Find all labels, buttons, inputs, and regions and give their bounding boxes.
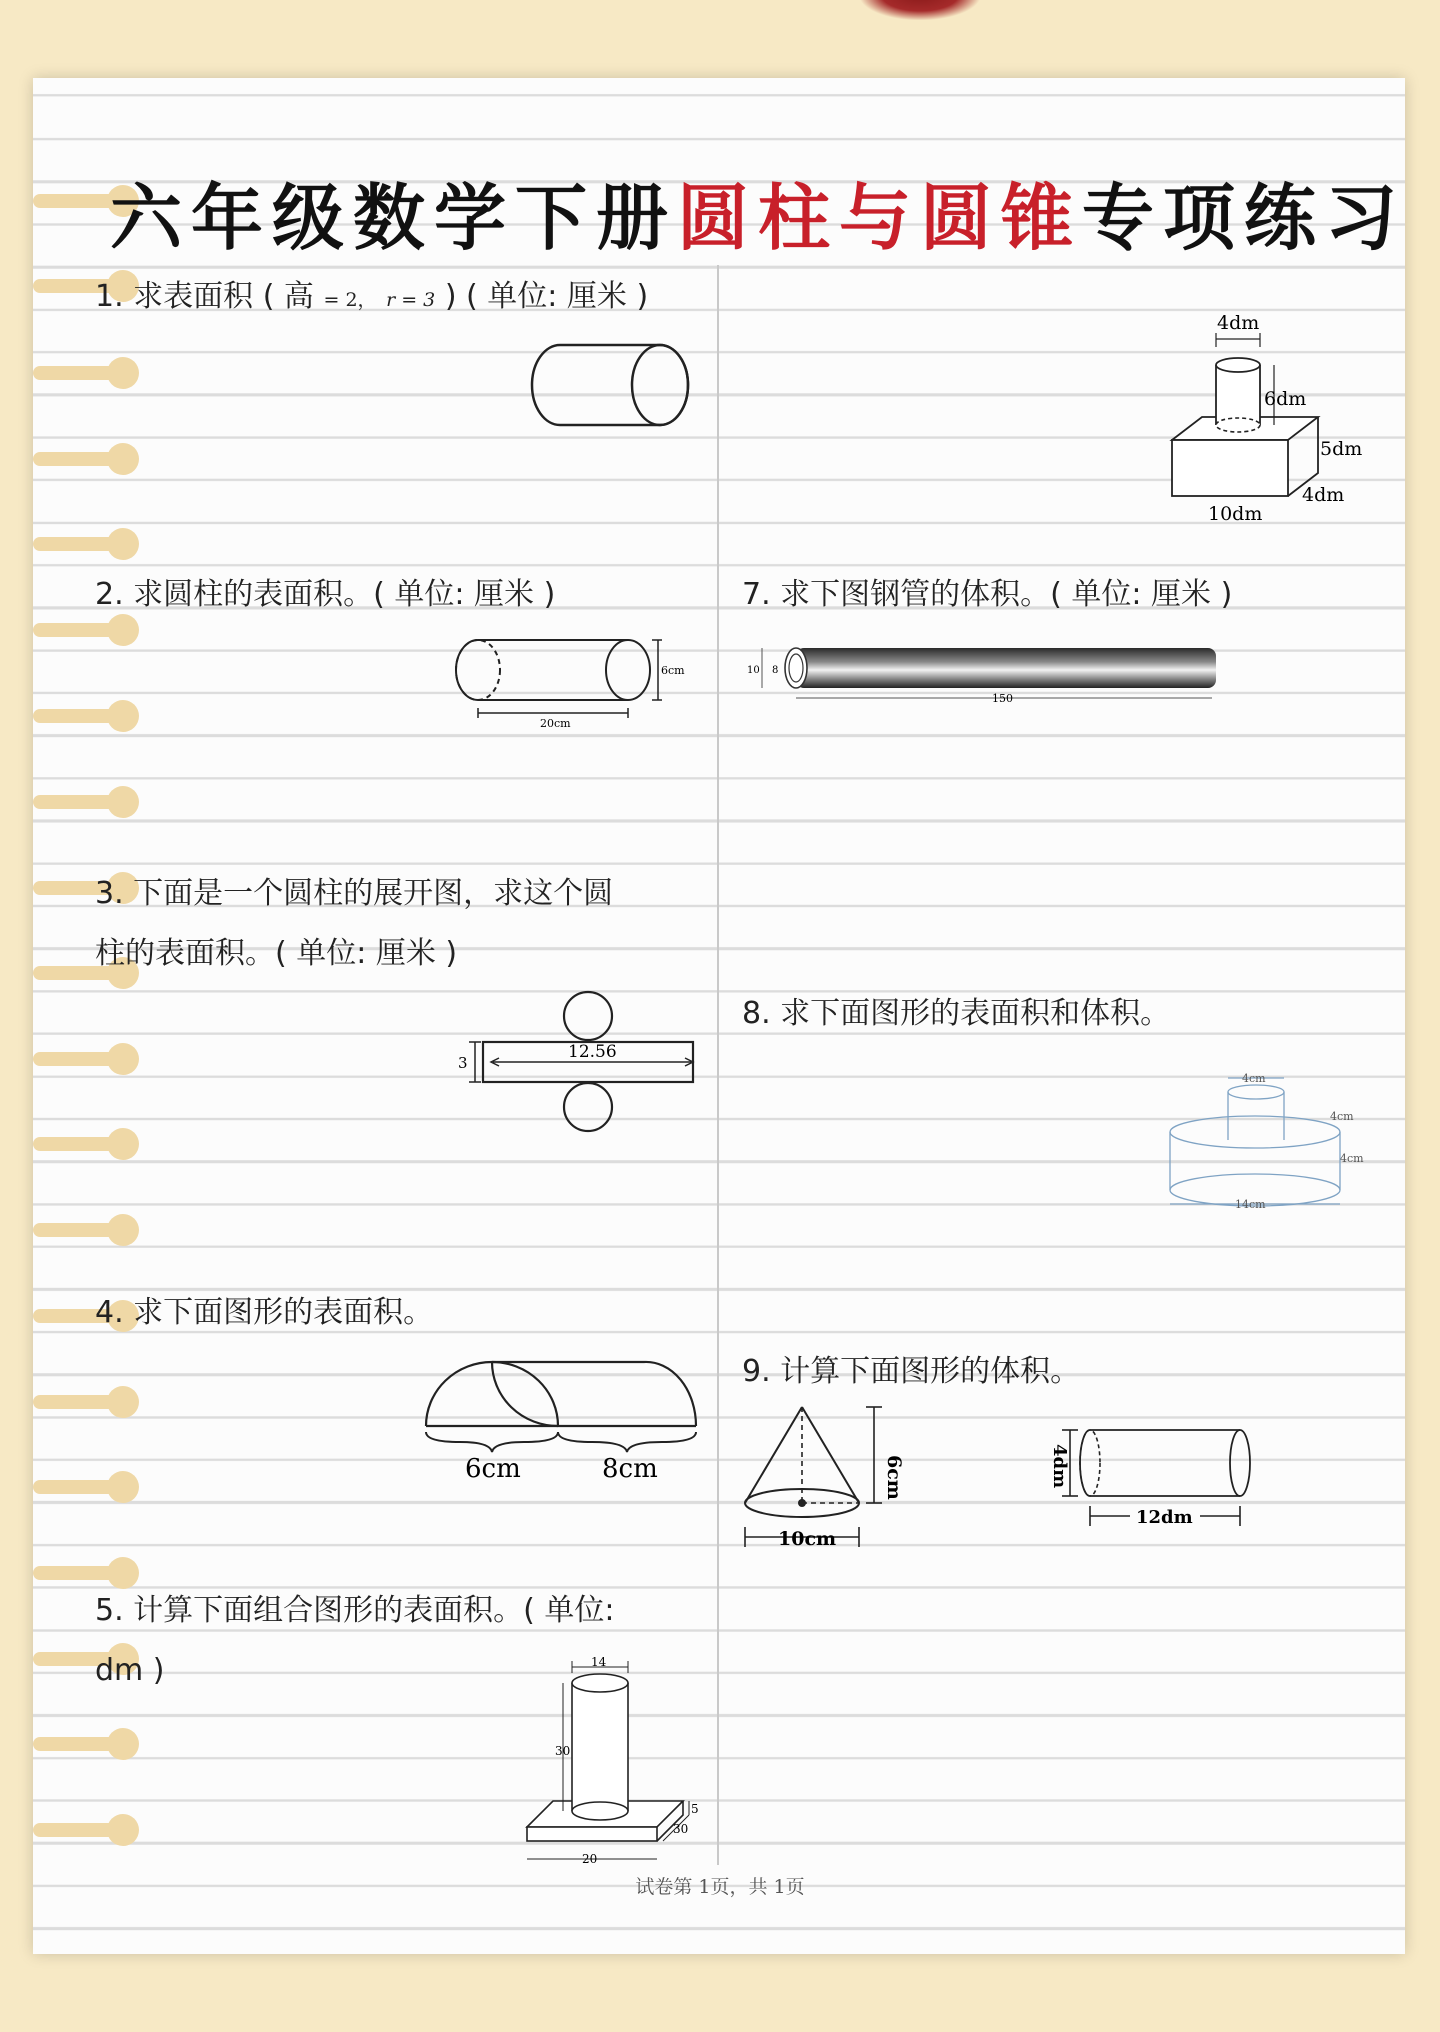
- q1-height: = 2，: [323, 289, 377, 311]
- title-part-1: 六年级数学下册: [110, 176, 678, 260]
- title-part-3: 专项练习: [1082, 176, 1407, 260]
- q8-bottom-diameter-label: 14cm: [1235, 1198, 1266, 1211]
- q9-cone-diameter-label: 10cm: [778, 1528, 837, 1550]
- q7-length-label: 150: [992, 692, 1013, 705]
- q5-composite-figure: [515, 1655, 700, 1870]
- binder-ring: [33, 1471, 145, 1503]
- binder-ring: [33, 1043, 145, 1075]
- q9-cylinder-figure: [1040, 1420, 1255, 1540]
- binder-ring: [33, 1814, 145, 1846]
- binder-ring: [33, 700, 145, 732]
- q7-outer-diameter-label: 10: [747, 665, 760, 676]
- q2-length-label: 20cm: [540, 717, 571, 730]
- question-5-line-2: dm ): [95, 1653, 165, 1688]
- q8-top-diameter-label: 4cm: [1242, 1072, 1266, 1085]
- q7-inner-diameter-label: 8: [772, 665, 779, 676]
- q1-cylinder-figure: [510, 335, 700, 435]
- binder-ring: [33, 1214, 145, 1246]
- q1-radius: r = 3: [386, 289, 436, 311]
- q8-bottom-height-label: 4cm: [1340, 1152, 1364, 1165]
- q8-stacked-cylinder-figure: [1160, 1070, 1375, 1215]
- q5-depth-label: 30: [673, 1822, 689, 1836]
- q8-top-height-label: 4cm: [1330, 1110, 1354, 1123]
- question-9-text: 9. 计算下面图形的体积。: [742, 1354, 1081, 1389]
- q6-composite-figure: [1160, 305, 1375, 530]
- q3-width-label: 12.56: [568, 1042, 617, 1062]
- question-1-text: [95, 267, 648, 330]
- binder-ring: [33, 1728, 145, 1760]
- q9-cone-figure: [742, 1405, 922, 1560]
- q6-box-height-label: 5dm: [1320, 438, 1363, 460]
- q5-height-label: 30: [555, 1744, 571, 1758]
- q1-prefix: 1. 求表面积 ( 高: [95, 279, 314, 314]
- q4-right-label: 8cm: [602, 1454, 658, 1480]
- q4-left-label: 6cm: [465, 1454, 521, 1480]
- q5-thickness-label: 5: [691, 1802, 699, 1816]
- ink-splash-decoration: [860, 0, 980, 20]
- question-2-text: 2. 求圆柱的表面积。( 单位: 厘米 ): [95, 577, 556, 612]
- question-8-text: 8. 求下面图形的表面积和体积。: [742, 996, 1171, 1031]
- q2-cylinder-figure: [450, 636, 690, 731]
- question-7-text: 7. 求下图钢管的体积。( 单位: 厘米 ): [742, 577, 1233, 612]
- binder-ring: [33, 1386, 145, 1418]
- binder-ring: [33, 443, 145, 475]
- q9-cylinder-diameter-label: 4dm: [1049, 1444, 1070, 1489]
- q5-width-label: 20: [582, 1852, 598, 1866]
- question-5-line-1: 5. 计算下面组合图形的表面积。( 单位:: [95, 1593, 615, 1628]
- question-3-line-1: 3. 下面是一个圆柱的展开图，求这个圆: [95, 876, 614, 911]
- question-3-line-2: 柱的表面积。( 单位: 厘米 ): [95, 936, 458, 971]
- question-4-text: 4. 求下面图形的表面积。: [95, 1295, 434, 1330]
- title-highlight: 圆柱与圆锥: [677, 176, 1083, 260]
- q9-cylinder-length-label: 12dm: [1136, 1507, 1193, 1528]
- page-title: [110, 160, 1407, 264]
- page-footer: 试卷第 1页，共 1页: [635, 1876, 805, 1898]
- q9-cone-height-label: 6cm: [883, 1455, 905, 1500]
- q6-box-width-label: 10dm: [1208, 503, 1263, 525]
- q7-steel-pipe-figure: [742, 640, 1232, 710]
- q6-cylinder-diameter-label: 4dm: [1217, 312, 1260, 334]
- binder-ring: [33, 528, 145, 560]
- q3-net-figure: [455, 990, 700, 1135]
- q3-height-label: 3: [458, 1054, 468, 1072]
- column-divider: [717, 265, 719, 1865]
- q5-top-label: 14: [591, 1655, 607, 1669]
- binder-ring: [33, 786, 145, 818]
- binder-ring: [33, 357, 145, 389]
- binder-ring: [33, 1128, 145, 1160]
- q6-box-depth-label: 4dm: [1302, 484, 1345, 506]
- q2-diameter-label: 6cm: [661, 664, 685, 677]
- q6-cylinder-height-label: 6dm: [1264, 388, 1307, 410]
- q1-suffix: ) ( 单位: 厘米 ): [444, 279, 649, 314]
- q4-half-cylinder-figure: [420, 1350, 700, 1480]
